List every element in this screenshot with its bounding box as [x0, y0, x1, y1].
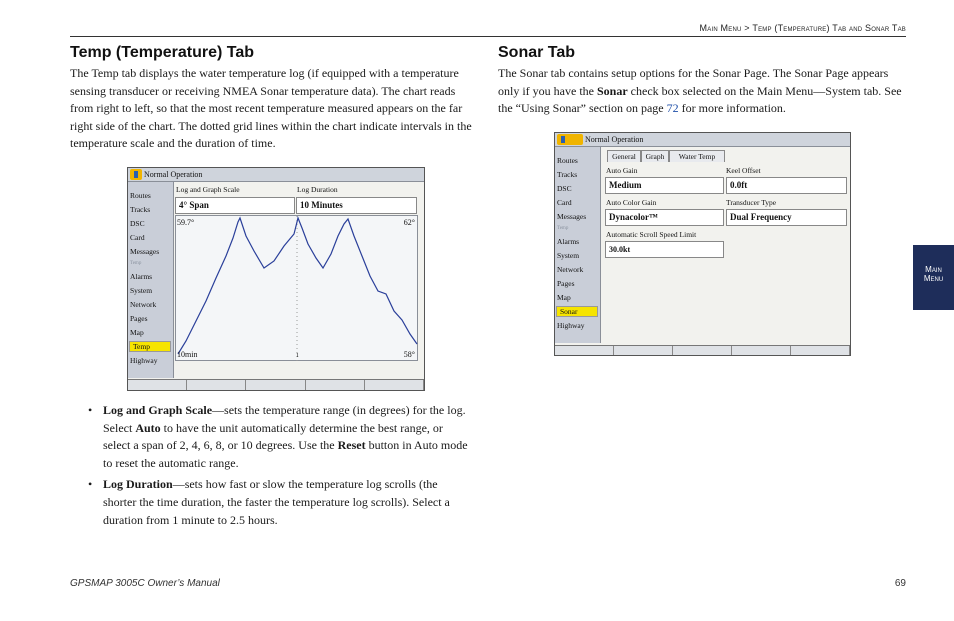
log-graph-scale-field[interactable]: 4° Span [175, 197, 295, 214]
sonar-tab-description [498, 65, 908, 118]
garmin-icon [557, 134, 583, 145]
sonar-text: The Sonar tab contains setup options for the Sonar Page. The Sonar Page appears only if you have the [498, 66, 889, 98]
tab-graph[interactable]: Graph [641, 150, 669, 162]
bullet-text: to have the unit automatically determine the best range, or select a span of 2, 4, 6, 8, or 10 degrees. Use the [103, 420, 443, 453]
temp-sidebar [128, 182, 174, 378]
keel-offset-label: Keel Offset [726, 166, 761, 175]
sidebar-item[interactable]: Messages [130, 247, 160, 256]
sidebar-item[interactable]: Temp [557, 226, 569, 231]
header-rule [70, 36, 906, 37]
screenshot-titlebar [555, 133, 850, 147]
temperature-chart-plot [176, 216, 419, 362]
sidebar-item[interactable]: Messages [557, 212, 587, 221]
softkey[interactable] [128, 380, 187, 390]
sonar-tab-screenshot [554, 132, 851, 356]
auto-color-gain-label: Auto Color Gain [606, 198, 657, 207]
sidebar-item[interactable]: Highway [130, 356, 158, 365]
list-item [88, 402, 468, 472]
footer-manual-title: GPSMAP 3005C Owner’s Manual [70, 578, 220, 589]
temp-tab-heading: Temp (Temperature) Tab [70, 44, 255, 61]
sidebar-item[interactable]: Routes [130, 191, 151, 200]
sidebar-item-temp-selected[interactable]: Temp [129, 341, 171, 352]
temp-tab-screenshot [127, 167, 425, 391]
sidebar-item[interactable]: Map [557, 293, 571, 302]
softkey[interactable] [555, 346, 614, 355]
sidebar-item[interactable]: Tracks [557, 170, 578, 179]
sidebar-item[interactable]: Network [130, 300, 157, 309]
footer-page-number: 69 [894, 578, 906, 589]
softkey[interactable] [306, 380, 365, 390]
bullet-term: Log Duration [103, 477, 173, 492]
sidebar-item[interactable]: System [557, 251, 580, 260]
softkey[interactable] [187, 380, 246, 390]
softkey[interactable] [673, 346, 732, 355]
screenshot-title: Normal Operation [585, 135, 644, 144]
chart-bottom-left-time: 10min [177, 350, 198, 359]
scroll-speed-label: Automatic Scroll Speed Limit [606, 230, 697, 239]
log-duration-label: Log Duration [297, 185, 338, 194]
sidebar-item[interactable]: Tracks [130, 205, 151, 214]
temp-tab-section [70, 44, 480, 153]
sidebar-item[interactable]: System [130, 286, 153, 295]
breadcrumb-main-menu: Main Menu [699, 23, 742, 33]
sonar-text: check box selected on the Main Menu—System tab. See the “Using Sonar” section on page [498, 83, 902, 116]
chart-bottom-mid-time: 1 [296, 353, 299, 359]
softkey[interactable] [246, 380, 305, 390]
sonar-tab-section [498, 44, 908, 118]
bullet-text: —sets how fast or slow the temperature log scrolls (the shorter the time duration, the faster the temperature log scrolls). Select a duration from 1 minute to 2.5 hours. [103, 477, 450, 527]
transducer-type-label: Transducer Type [726, 198, 777, 207]
bullet-text: button in Auto mode to reset the automatic range. [103, 438, 468, 470]
breadcrumb-current: Temp (Temperature) Tab and Sonar Tab [752, 23, 906, 33]
sidebar-item-sonar-selected[interactable]: Sonar [556, 306, 598, 317]
bullet-term: Log and Graph Scale [103, 403, 213, 417]
sidebar-item[interactable]: Highway [557, 321, 585, 330]
sidebar-item[interactable]: DSC [130, 219, 145, 228]
sidebar-item[interactable]: Map [130, 328, 144, 337]
page-link[interactable]: 72 [666, 101, 679, 116]
softkey[interactable] [791, 346, 850, 355]
sonar-text: for more information. [678, 101, 786, 116]
side-tab-line1: Main [925, 265, 942, 274]
temperature-series-line [178, 218, 417, 354]
sidebar-item[interactable]: Routes [557, 156, 578, 165]
chart-bottom-right-temp: 58° [403, 350, 415, 359]
chart-top-left-temp: 59.7° [177, 218, 195, 227]
temp-tab-description: The Temp tab displays the water temperature log (if equipped with a temperature sensing transducer or receiving NMEA Sonar temperature data). The chart reads from right to left, so that the most recent temperature measured appears on the far right side of the chart. The dotted grid lines within the chart indicate intervals in the temperature scale and the duration of time. [70, 66, 472, 151]
bullet-icon: • [88, 403, 93, 417]
keel-offset-field[interactable]: 0.0ft [726, 177, 847, 194]
tab-general[interactable]: General [607, 150, 641, 162]
sidebar-item[interactable]: Pages [557, 279, 575, 288]
side-tab-line2: Menu [923, 274, 944, 283]
temp-settings-list [88, 402, 468, 533]
bullet-bold: Reset [337, 438, 366, 453]
sidebar-item[interactable]: Network [557, 265, 584, 274]
auto-gain-field[interactable]: Medium [605, 177, 724, 194]
sonar-bold: Sonar [596, 83, 628, 98]
sonar-tab-heading: Sonar Tab [498, 44, 576, 61]
sidebar-item[interactable]: Card [130, 233, 145, 242]
main-menu-side-tab[interactable] [913, 245, 954, 310]
sonar-sidebar [555, 147, 601, 343]
sidebar-item[interactable]: DSC [557, 184, 572, 193]
sidebar-item[interactable]: Pages [130, 314, 148, 323]
breadcrumb [700, 23, 906, 33]
transducer-type-field[interactable]: Dual Frequency [726, 209, 847, 226]
softkey[interactable] [365, 380, 424, 390]
bullet-text: —sets the temperature range (in degrees) for the log. Select [103, 403, 466, 435]
bullet-icon: • [88, 477, 93, 492]
sidebar-item[interactable]: Alarms [557, 237, 580, 246]
log-graph-scale-label: Log and Graph Scale [176, 185, 240, 194]
screenshot-title: Normal Operation [144, 170, 203, 179]
sidebar-item[interactable]: Alarms [130, 272, 153, 281]
bullet-bold: Auto [135, 420, 161, 435]
sidebar-item[interactable]: Card [557, 198, 572, 207]
chart-top-right-temp: 62° [403, 218, 415, 227]
temperature-chart [175, 215, 418, 361]
screenshot-titlebar [128, 168, 424, 182]
auto-gain-label: Auto Gain [606, 166, 638, 175]
breadcrumb-separator: > [744, 23, 750, 33]
scroll-speed-field[interactable]: 30.0kt [605, 241, 724, 258]
softkey-bar [555, 345, 850, 355]
auto-color-gain-field[interactable]: Dynacolor™ [605, 209, 724, 226]
softkey[interactable] [732, 346, 791, 355]
log-duration-field[interactable]: 10 Minutes [296, 197, 417, 214]
garmin-icon [130, 169, 142, 180]
list-item [88, 476, 468, 529]
softkey-bar [128, 379, 424, 390]
sidebar-item[interactable]: Temp [130, 261, 142, 266]
softkey[interactable] [614, 346, 673, 355]
tab-water-temp[interactable]: Water Temp [669, 150, 725, 162]
